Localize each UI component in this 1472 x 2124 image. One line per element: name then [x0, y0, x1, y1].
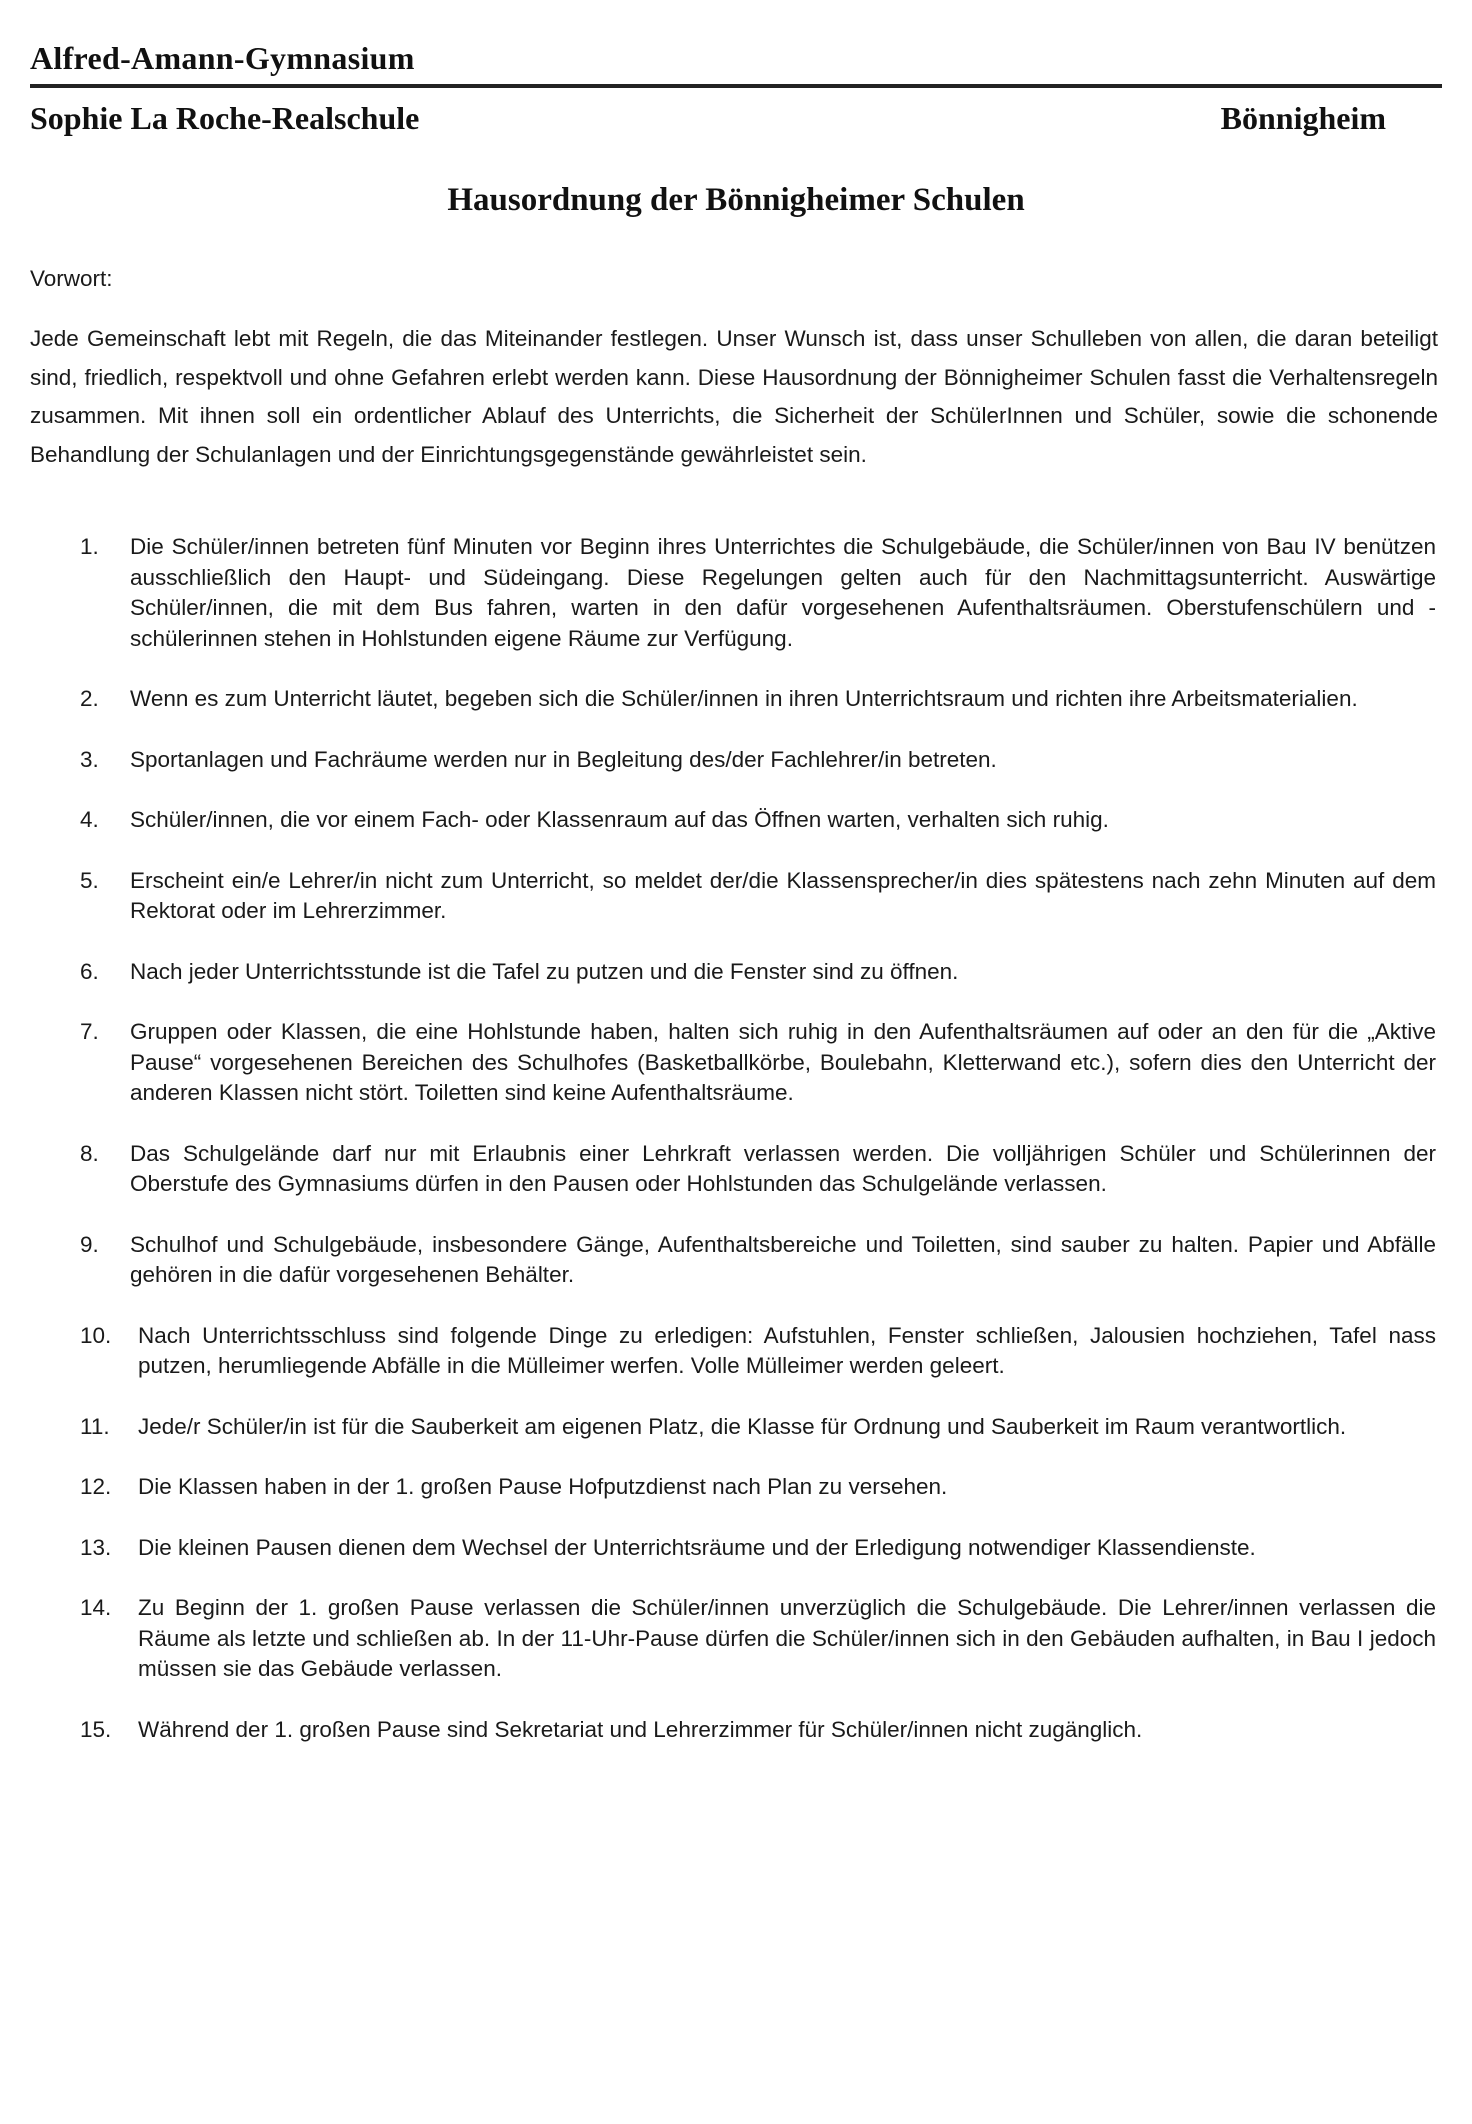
rule-item: [30, 1593, 1442, 1685]
header-second-row: [30, 98, 1442, 138]
rule-item: [30, 1412, 1442, 1443]
school-name-realschule: Sophie La Roche-Realschule: [30, 100, 420, 136]
rule-item: [30, 745, 1442, 776]
document-title: Hausordnung der Bönnigheimer Schulen: [447, 182, 1025, 218]
rule-number: 15.: [80, 1716, 112, 1742]
rule-item: [30, 684, 1442, 715]
rule-number: 9.: [80, 1231, 99, 1257]
rule-item: [30, 805, 1442, 836]
rule-item: [30, 1321, 1442, 1382]
rule-number: 8.: [80, 1140, 99, 1166]
rule-text: Das Schulgelände darf nur mit Erlaubnis einer Lehrkraft verlassen werden. Die volljährigen Schüler und Schülerinnen der Oberstufe des Gymnasiums dürfen in den Pausen oder Hohlstunden das Schulgelände verlassen.: [130, 1140, 1436, 1196]
rule-text: Nach jeder Unterrichtsstunde ist die Tafel zu putzen und die Fenster sind zu öffnen.: [130, 958, 959, 984]
rule-text: Jede/r Schüler/in ist für die Sauberkeit am eigenen Platz, die Klasse für Ordnung und Sauberkeit im Raum verantwortlich.: [138, 1413, 1347, 1439]
rule-number: 13.: [80, 1534, 112, 1560]
rule-text: Nach Unterrichtsschluss sind folgende Dinge zu erledigen: Aufstuhlen, Fenster schließen, Jalousien hochziehen, Tafel nass putzen, herumliegende Abfälle in die Mülleimer werfen. Volle Mülleimer werden geleert.: [138, 1322, 1436, 1378]
rule-item: [30, 1472, 1442, 1503]
rule-text: Zu Beginn der 1. großen Pause verlassen die Schüler/innen unverzüglich die Schulgebäude. Die Lehrer/innen verlassen die Räume als letzte und schließen ab. In der 11-Uhr-Pause dürfen die Schüler/innen sich in den Gebäuden aufhalten, in Bau I jedoch müssen sie das Gebäude verlassen.: [138, 1595, 1436, 1681]
rule-number: 1.: [80, 534, 99, 559]
header-divider: [30, 84, 1442, 88]
rule-text: Während der 1. großen Pause sind Sekretariat und Lehrerzimmer für Schüler/innen nicht zugänglich.: [138, 1716, 1143, 1742]
preface-label: Vorwort:: [30, 266, 113, 291]
school-name-gymnasium: Alfred-Amann-Gymnasium: [30, 40, 415, 76]
rule-item: [30, 1017, 1442, 1109]
rule-number: 11.: [80, 1413, 110, 1439]
rule-item: [30, 532, 1442, 654]
rule-number: 2.: [80, 686, 99, 711]
rule-item: [30, 1533, 1442, 1564]
rule-item: [30, 1139, 1442, 1200]
rule-item: [30, 866, 1442, 927]
rule-number: 6.: [80, 958, 99, 984]
rule-number: 3.: [80, 746, 99, 772]
rule-text: Schulhof und Schulgebäude, insbesondere Gänge, Aufenthaltsbereiche und Toiletten, sind sauber zu halten. Papier und Abfälle gehören in die dafür vorgesehenen Behälter.: [130, 1231, 1436, 1287]
rule-number: 12.: [80, 1474, 112, 1499]
rule-text: Gruppen oder Klassen, die eine Hohlstunde haben, halten sich ruhig in den Aufenthaltsräumen auf oder an den für die „Aktive Pause“ vorgesehenen Bereichen des Schulhofes (Basketballkörbe, Boulebahn, Kletterwand etc.), sofern dies den Unterricht der anderen Klassen nicht stört. Toiletten sind keine Aufenthaltsräume.: [130, 1019, 1436, 1105]
rule-text: Wenn es zum Unterricht läutet, begeben sich die Schüler/innen in ihren Unterrichtsraum und richten ihre Arbeitsmaterialien.: [130, 686, 1358, 711]
rule-text: Erscheint ein/e Lehrer/in nicht zum Unterricht, so meldet der/die Klassensprecher/in dies spätestens nach zehn Minuten auf dem Rektorat oder im Lehrerzimmer.: [130, 867, 1436, 923]
rule-text: Die Klassen haben in der 1. großen Pause Hofputzdienst nach Plan zu versehen.: [138, 1474, 948, 1499]
rule-item: [30, 957, 1442, 988]
rules-list: [30, 532, 1442, 1745]
document-page: [30, 38, 1442, 1775]
rule-number: 4.: [80, 807, 99, 832]
rule-text: Die kleinen Pausen dienen dem Wechsel der Unterrichtsräume und der Erledigung notwendiger Klassendienste.: [138, 1534, 1256, 1560]
rule-text: Die Schüler/innen betreten fünf Minuten vor Beginn ihres Unterrichtes die Schulgebäude, die Schüler/innen von Bau IV benützen ausschließlich den Haupt- und Südeingang. Diese Regelungen gelten auch für den Nachmittagsunterricht. Auswärtige Schüler/innen, die mit dem Bus fahren, warten in den dafür vorgesehenen Aufenthaltsräumen. Oberstufenschülern und -schülerinnen stehen in Hohlstunden eigene Räume zur Verfügung.: [130, 534, 1436, 651]
rule-item: [30, 1715, 1442, 1746]
rule-text: Schüler/innen, die vor einem Fach- oder Klassenraum auf das Öffnen warten, verhalten sich ruhig.: [130, 807, 1109, 832]
rule-number: 10.: [80, 1322, 112, 1348]
rule-number: 14.: [80, 1595, 112, 1620]
town-name: Bönnigheim: [1220, 100, 1386, 136]
rule-text: Sportanlagen und Fachräume werden nur in Begleitung des/der Fachlehrer/in betreten.: [130, 746, 997, 772]
rule-number: 5.: [80, 867, 99, 893]
rule-item: [30, 1230, 1442, 1291]
rule-number: 7.: [80, 1019, 99, 1044]
preface-text: Jede Gemeinschaft lebt mit Regeln, die das Miteinander festlegen. Unser Wunsch ist, dass unser Schulleben von allen, die daran beteiligt sind, friedlich, respektvoll und ohne Gefahren erlebt werden kann. Diese Hausordnung der Bönnigheimer Schulen fasst die Verhaltensregeln zusammen. Mit ihnen soll ein ordentlicher Ablauf des Unterrichts, die Sicherheit der SchülerInnen und Schüler, sowie die schonende Behandlung der Schulanlagen und der Einrichtungsgegenstände gewährleistet sein.: [30, 326, 1438, 467]
